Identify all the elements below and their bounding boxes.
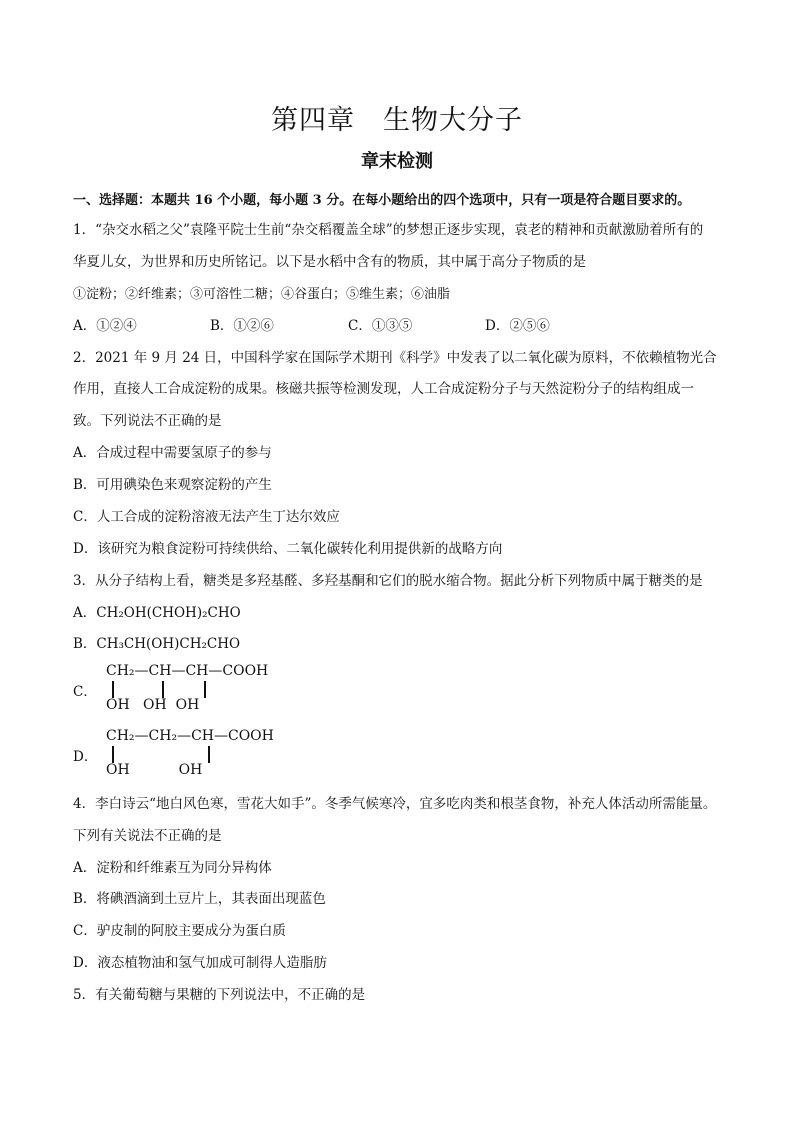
q2-line-2: 作用，直接人工合成淀粉的成果。核磁共振等检测发现，人工合成淀粉分子与天然淀粉分子的结构组成一 — [73, 381, 694, 397]
q3-option-c-bond-2 — [162, 681, 164, 698]
q3-option-d-bond-1 — [112, 746, 114, 763]
q3-option-c-label: C． — [73, 684, 97, 700]
page-subtitle: 章末检测 — [361, 151, 433, 172]
q1-option-c: C．①③⑤ — [348, 318, 413, 334]
q1-line-2: 华夏儿女，为世界和历史所铭记。以下是水稻中含有的物质，其中属于高分子物质的是 — [73, 254, 586, 270]
q1-option-b: B．①②⑥ — [210, 318, 274, 334]
q4-option-d: D．液态植物油和氢气加成可制得人造脂肪 — [73, 955, 327, 971]
section-heading: 一、选择题：本题共 16 个小题，每小题 3 分。在每小题给出的四个选项中，只有一项是符合题目要求的。 — [73, 193, 691, 208]
q3-option-d-label: D． — [73, 749, 98, 765]
q3-option-d-bond-2 — [208, 746, 210, 763]
page-title: 第四章 生物大分子 — [271, 105, 523, 136]
q4-option-c: C．驴皮制的阿胶主要成分为蛋白质 — [73, 923, 286, 939]
q4-option-b: B．将碘酒滴到土豆片上，其表面出现蓝色 — [73, 891, 326, 907]
q3-option-c-bond-3 — [204, 681, 206, 698]
q2-option-d: D．该研究为粮食淀粉可持续供给、二氧化碳转化利用提供新的战略方向 — [73, 541, 503, 557]
q3-option-c-hydroxyls: OH OH OH — [106, 697, 200, 713]
q4-option-a: A．淀粉和纤维素互为同分异构体 — [73, 860, 272, 876]
q3-option-c-chain: CH₂—CH—CH—COOH — [106, 663, 269, 679]
q4-line-2: 下列有关说法不正确的是 — [73, 828, 222, 844]
q4-line-1: 4．李白诗云“地白风色寒，雪花大如手”。冬季气候寒冷，宜多吃肉类和根茎食物，补充人体活动所需能量。 — [73, 796, 717, 812]
q2-option-c: C．人工合成的淀粉溶液无法产生丁达尔效应 — [73, 509, 340, 525]
q2-option-a: A．合成过程中需要氢原子的参与 — [73, 445, 272, 461]
q3-option-d-hydroxyls: OH OH — [106, 762, 203, 778]
q2-option-b: B．可用碘染色来观察淀粉的产生 — [73, 477, 272, 493]
q2-line-1: 2．2021 年 9 月 24 日，中国科学家在国际学术期刊《科学》中发表了以二氧化碳为原料，不依赖植物光合 — [73, 350, 717, 366]
q1-option-d: D．②⑤⑥ — [485, 318, 550, 334]
q5-line-1: 5．有关葡萄糖与果糖的下列说法中，不正确的是 — [73, 987, 366, 1003]
q3-option-b: B．CH₃CH(OH)CH₂CHO — [73, 636, 241, 652]
q1-option-a: A．①②④ — [73, 318, 137, 334]
q2-line-3: 致。下列说法不正确的是 — [73, 413, 222, 429]
q3-option-d-chain: CH₂—CH₂—CH—COOH — [106, 728, 274, 744]
q3-option-c-bond-1 — [112, 681, 114, 698]
q1-items: ①淀粉；②纤维素；③可溶性二糖；④谷蛋白；⑤维生素；⑥油脂 — [73, 287, 451, 302]
q1-line-1: 1．“杂交水稻之父”袁隆平院士生前“杂交稻覆盖全球”的梦想正逐步实现，袁老的精神和贡献激励着所有的 — [73, 222, 704, 238]
q3-line-1: 3．从分子结构上看，糖类是多羟基醛、多羟基酮和它们的脱水缩合物。据此分析下列物质中属于糖类的是 — [73, 573, 703, 589]
q3-option-a: A．CH₂OH(CHOH)₂CHO — [73, 605, 241, 621]
